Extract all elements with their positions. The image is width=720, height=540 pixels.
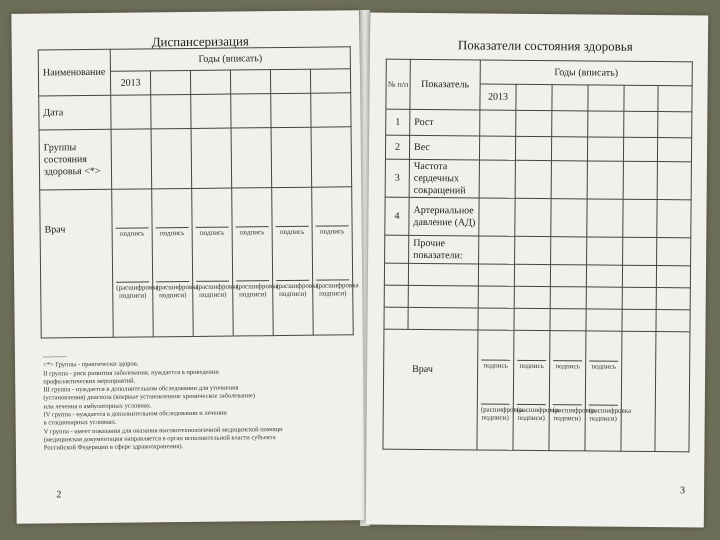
group-cell[interactable] — [231, 128, 272, 188]
date-cell[interactable] — [111, 95, 151, 129]
date-cell[interactable] — [311, 93, 351, 127]
year-cell[interactable] — [516, 84, 552, 110]
health-indicators-table — [382, 59, 692, 453]
value-cell[interactable] — [657, 200, 691, 238]
signature-label: подпись — [316, 225, 349, 235]
group-cell[interactable] — [111, 129, 152, 189]
year-cell[interactable] — [588, 85, 624, 111]
year-cell[interactable] — [230, 70, 270, 94]
doctor-cell[interactable] — [272, 187, 319, 335]
indicator-label: Артериальное давление (АД) — [409, 197, 479, 236]
decode-label: (расшифровка подписи) — [276, 281, 319, 298]
value-cell[interactable] — [479, 160, 515, 198]
doctor-cell[interactable] — [112, 189, 159, 337]
value-cell[interactable] — [624, 111, 658, 137]
indicator-label: Вес — [409, 135, 479, 160]
footnote-line: II группа - риск развития заболевания, нуждается в проведении — [43, 368, 219, 378]
value-cell[interactable] — [658, 112, 692, 138]
row-label-health-group: Группы состояния здоровья <*> — [39, 129, 112, 190]
year-cell[interactable]: 2013 — [480, 84, 516, 110]
page-number: 2 — [56, 489, 62, 501]
footnote-line: Российской Федерации в сфере здравоохранения). — [43, 443, 184, 452]
value-cell[interactable] — [623, 161, 657, 199]
value-cell[interactable] — [515, 160, 551, 198]
value-cell[interactable] — [551, 199, 587, 237]
footnote-line: V группа - имеет показания для оказания высокотехнологичной медицинской помощи — [43, 425, 283, 436]
signature-label: подпись — [156, 226, 189, 236]
signature-label: подпись — [553, 360, 582, 370]
value-cell[interactable] — [657, 238, 691, 266]
footnote-line: ----------- — [42, 353, 67, 361]
footnote-line: или лечения в амбулаторных условиях. — [43, 402, 152, 411]
value-cell[interactable] — [587, 199, 623, 237]
value-cell[interactable] — [515, 198, 551, 236]
col-header-indicator: Показатель — [410, 59, 480, 110]
value-cell[interactable] — [479, 136, 515, 160]
decode-label: (расшифровка подписи) — [552, 405, 596, 422]
footnote-line: III группа - нуждается в дополнительном обследовании для уточнения — [43, 384, 239, 394]
value-cell[interactable] — [479, 198, 515, 236]
col-header-no: № п/п — [386, 59, 410, 109]
value-cell[interactable] — [551, 137, 587, 161]
decode-label: (расшифровка подписи) — [516, 405, 560, 422]
date-cell[interactable] — [231, 94, 271, 128]
doctor-cell[interactable] — [192, 188, 239, 336]
value-cell[interactable] — [623, 237, 657, 265]
years-header: Годы (вписать) — [110, 47, 350, 72]
page-title: Диспансеризация — [151, 33, 249, 50]
value-cell[interactable] — [587, 137, 623, 161]
page-title: Показатели состояния здоровья — [457, 37, 633, 54]
decode-label: (расшифровка подписи) — [196, 281, 239, 299]
row-number: 1 — [386, 109, 410, 135]
decode-label: (расшифровка подписи) — [316, 280, 359, 298]
value-cell[interactable] — [551, 237, 587, 265]
year-cell[interactable] — [270, 69, 310, 93]
footnote-line: профилактических мероприятий. — [43, 377, 136, 386]
page-number: 3 — [680, 485, 686, 497]
decode-label: (расшифровка подписи) — [116, 282, 159, 300]
group-cell[interactable] — [151, 128, 192, 188]
value-cell[interactable] — [587, 161, 623, 199]
signature-label: подпись — [276, 225, 309, 235]
signature-label: подпись — [589, 360, 618, 370]
decode-label: (расшифровка подписи) — [480, 405, 524, 422]
value-cell[interactable] — [479, 236, 515, 264]
value-cell[interactable] — [587, 237, 623, 265]
year-cell[interactable] — [310, 69, 350, 93]
footnotes — [43, 350, 344, 453]
dispensary-table — [38, 46, 359, 338]
date-cell[interactable] — [191, 94, 231, 128]
footnote-line: <*> Группы - практически здоров. — [42, 360, 139, 369]
value-cell[interactable] — [480, 110, 516, 136]
row-number: 2 — [385, 135, 409, 159]
value-cell[interactable] — [515, 236, 551, 264]
doctor-cell[interactable] — [513, 330, 560, 450]
value-cell[interactable] — [623, 137, 657, 161]
date-cell[interactable] — [151, 94, 191, 128]
decode-label: (расшифровка подписи) — [588, 405, 632, 423]
year-cell[interactable]: 2013 — [110, 71, 150, 95]
year-cell[interactable] — [624, 85, 658, 111]
right-page — [366, 13, 708, 528]
value-cell[interactable] — [515, 136, 551, 160]
footnote-line: (установления) диагноза (впервые установленное хроническое заболевание) — [43, 392, 256, 403]
group-cell[interactable] — [191, 128, 232, 188]
doctor-cell[interactable] — [477, 330, 524, 450]
value-cell[interactable] — [657, 138, 691, 162]
indicator-label: Прочие показатели: — [409, 235, 479, 264]
indicator-label: Рост — [410, 109, 480, 136]
footnote-line: IV группа - нуждается в дополнительном обследовании и лечении — [43, 409, 227, 419]
row-label-name: Наименование — [38, 49, 110, 96]
value-cell[interactable] — [657, 162, 691, 200]
indicator-label: Частота сердечных сокращений — [409, 159, 479, 198]
signature-label: подпись — [116, 227, 149, 237]
row-number — [385, 235, 409, 263]
row-number: 4 — [385, 197, 409, 235]
value-cell[interactable] — [623, 199, 657, 237]
signature-label: подпись — [517, 359, 546, 369]
row-number: 3 — [385, 159, 409, 197]
value-cell[interactable] — [551, 161, 587, 199]
value-cell[interactable] — [516, 110, 552, 136]
year-cell[interactable] — [552, 85, 588, 111]
doctor-cell[interactable] — [585, 331, 632, 451]
row-label-doctor: Врач — [40, 189, 114, 338]
left-page — [11, 10, 364, 524]
signature-label: подпись — [481, 359, 510, 369]
footnote-line: (медицинская документация направляется в орган исполнительной власти субъекта — [43, 434, 276, 444]
group-cell[interactable] — [271, 127, 312, 187]
row-label-doctor: Врач — [383, 329, 478, 450]
decode-label: (расшифровка подписи) — [236, 281, 279, 298]
value-cell[interactable] — [588, 111, 624, 137]
years-header: Годы (вписать) — [480, 60, 692, 86]
group-cell[interactable] — [311, 127, 352, 187]
row-label-date: Дата — [39, 95, 111, 130]
date-cell[interactable] — [271, 93, 311, 127]
footnote-line: в стационарных условиях. — [43, 419, 117, 427]
year-cell[interactable] — [190, 70, 230, 94]
signature-label: подпись — [196, 226, 229, 236]
signature-label: подпись — [236, 226, 269, 236]
value-cell[interactable] — [552, 111, 588, 137]
decode-label: (расшифровка подписи) — [156, 282, 199, 299]
year-cell[interactable] — [150, 70, 190, 94]
doctor-cell[interactable] — [232, 188, 279, 336]
doctor-cell[interactable] — [152, 188, 199, 336]
year-cell[interactable] — [658, 86, 692, 112]
doctor-cell[interactable] — [312, 187, 359, 335]
doctor-cell[interactable] — [549, 331, 596, 451]
